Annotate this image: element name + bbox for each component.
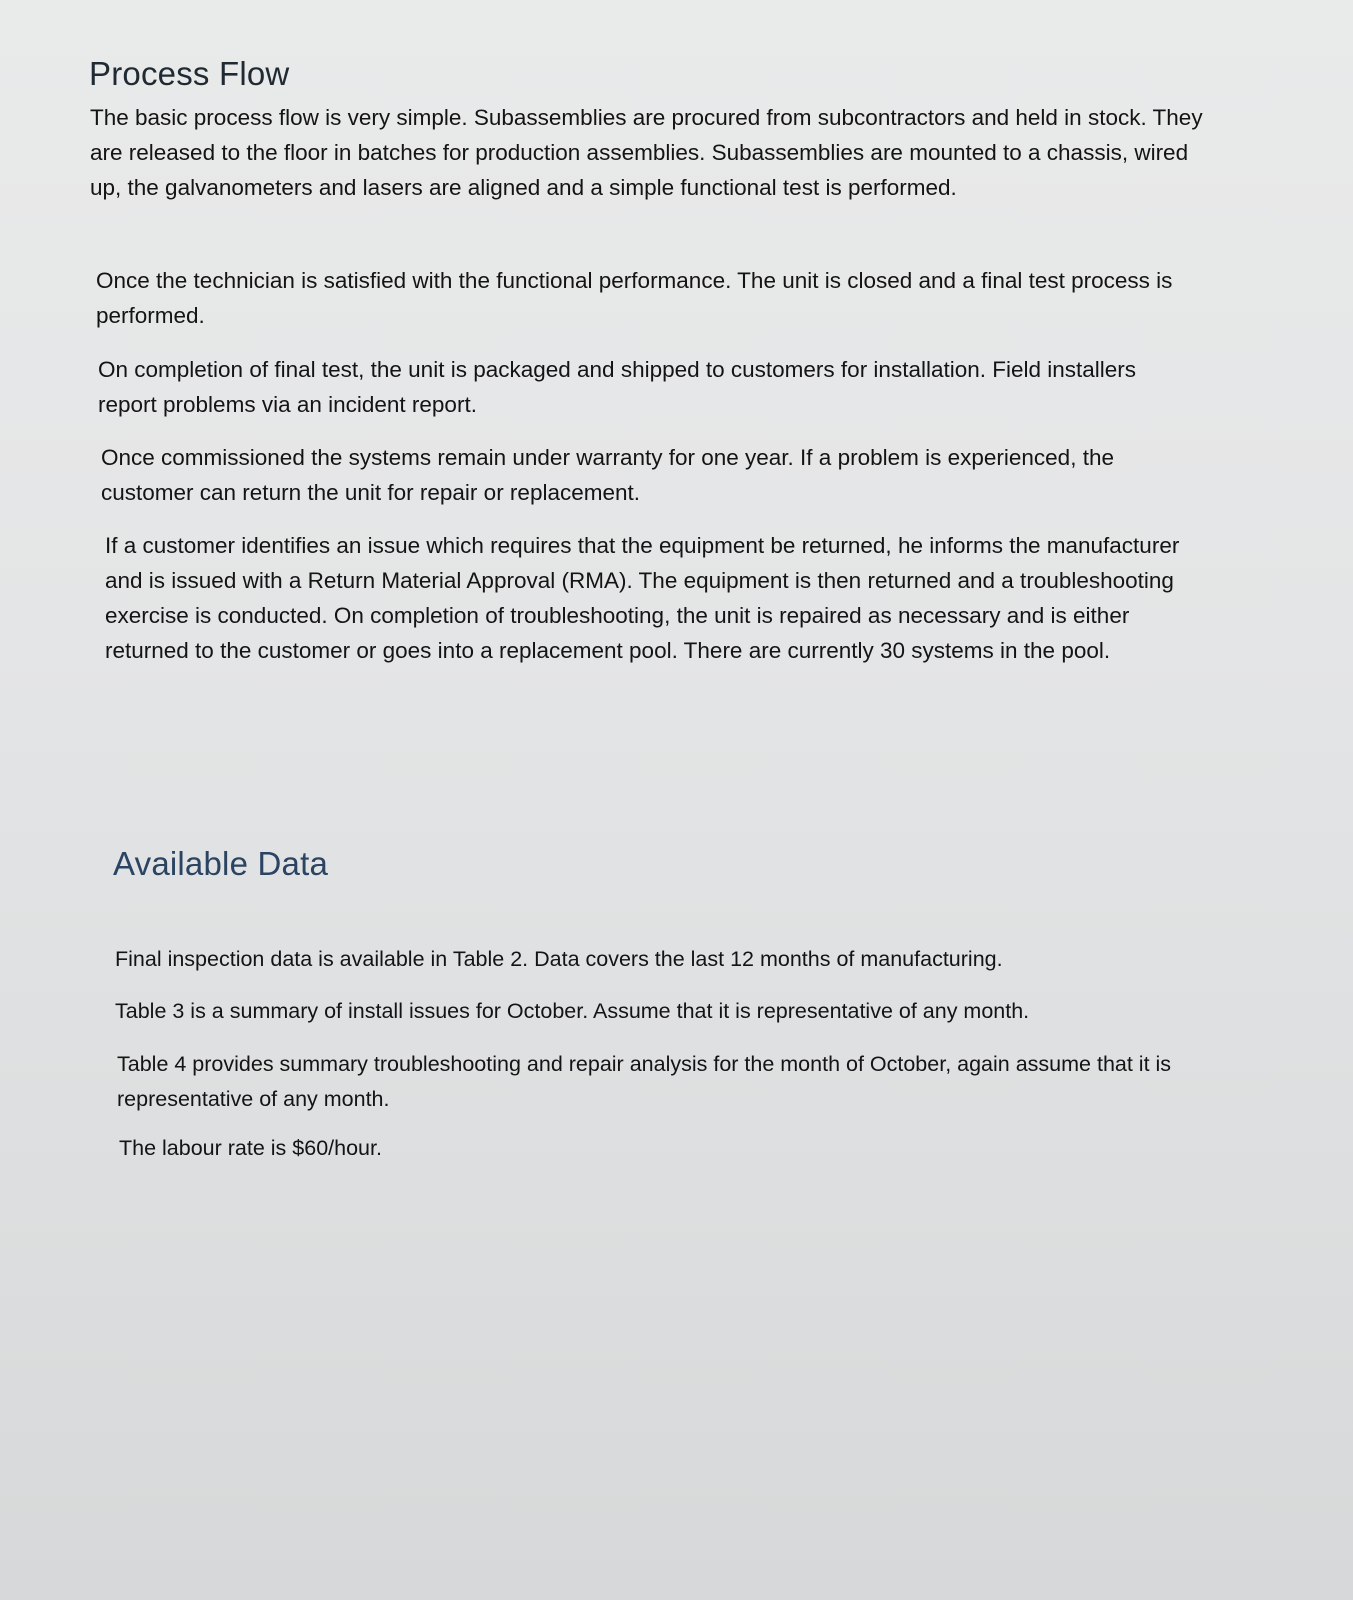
available-data-paragraph-3: Table 4 provides summary troubleshooting and repair analysis for the month of October, again assume that it is representative of any month. [117, 1052, 1172, 1111]
process-flow-paragraph-5: If a customer identifies an issue which requires that the equipment be returned, he informs the manufacturer and is issued with a Return Material Approval (RMA). The equipment is then returned and a troubleshooting exercise is conducted. On completion of troubleshooting, the unit is repaired as necessary and is either returned to the customer or goes into a replacement pool. There are currently 30 systems in the pool. [105, 533, 1180, 663]
available-data-paragraph-4: The labour rate is $60/hour. [119, 1136, 382, 1160]
available-data-paragraph-2: Table 3 is a summary of install issues for October. Assume that it is representative of any month. [115, 999, 1030, 1023]
process-flow-paragraph-2: Once the technician is satisfied with the functional performance. The unit is closed and a final test process is performed. [96, 268, 1173, 328]
process-flow-paragraph-3: On completion of final test, the unit is packaged and shipped to customers for installation. Field installers report problems via an incident report. [98, 357, 1137, 417]
process-flow-paragraph-4: Once commissioned the systems remain under warranty for one year. If a problem is experienced, the customer can return the unit for repair or replacement. [101, 445, 1114, 505]
available-data-heading: Available Data [113, 845, 328, 882]
process-flow-paragraph-1: The basic process flow is very simple. Subassemblies are procured from subcontractors and held in stock. They are released to the floor in batches for production assemblies. Subassemblies are mounted to a chassis, wired up, the galvanometers and lasers are aligned and a simple functional test is performed. [90, 105, 1203, 200]
available-data-paragraph-1: Final inspection data is available in Table 2. Data covers the last 12 months of manufacturing. [115, 947, 1003, 971]
process-flow-heading: Process Flow [89, 55, 290, 92]
